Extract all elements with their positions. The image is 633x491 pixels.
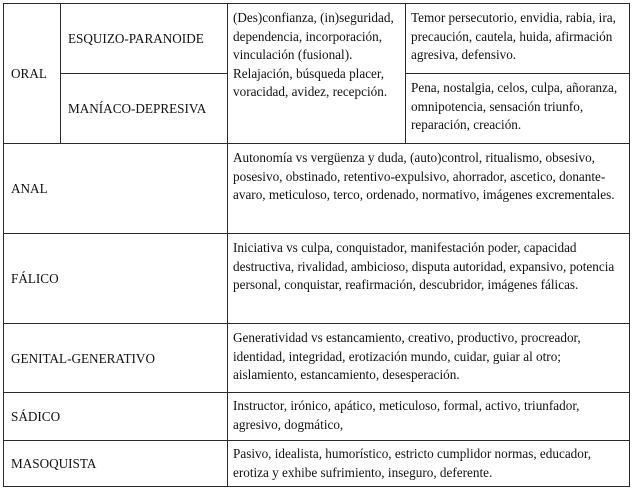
esquizo-description: Temor persecutorio, envidia, rabia, ira, precaución, cautela, huida, afirmación agresiva, defensivo. <box>406 4 630 74</box>
stage-masoquista: MASOQUISTA <box>4 441 228 487</box>
table-row <box>4 144 630 234</box>
table-row <box>4 441 630 487</box>
stage-falico: FÁLICO <box>4 234 228 324</box>
oral-middle-description <box>228 4 406 144</box>
substage-esquizo-paranoide: ESQUIZO-PARANOIDE <box>61 4 228 74</box>
oral-middle-text-2: Relajación, búsqueda placer, voracidad, avidez, recepción. <box>233 65 388 99</box>
genital-description: Generatividad vs estancamiento, creativo, productivo, procreador, identidad, integridad, erotización mundo, cuidar, guiar al otro; aislamiento, estancamiento, desesperación. <box>228 324 630 393</box>
table-row <box>4 234 630 324</box>
stages-table <box>3 3 630 487</box>
table-row <box>4 324 630 393</box>
stage-genital-generativo: GENITAL-GENERATIVO <box>4 324 228 393</box>
maniaco-description: Pena, nostalgia, celos, culpa, añoranza, omnipotencia, sensación triunfo, reparación, creación. <box>406 74 630 144</box>
stage-sadico: SÁDICO <box>4 393 228 441</box>
table-row <box>4 4 630 74</box>
masoquista-description: Pasivo, idealista, humorístico, estricto cumplidor normas, educador, erotiza y exhibe sufrimiento, inseguro, deferente. <box>228 441 630 487</box>
table-row <box>4 393 630 441</box>
anal-description: Autonomía vs vergüenza y duda, (auto)control, ritualismo, obsesivo, posesivo, obstinado, retentivo-expulsivo, ahorrador, ascetico, donante- avaro, meticuloso, terco, ordenado, normativo, imágenes excrementales. <box>228 144 630 234</box>
sadico-description: Instructor, irónico, apático, meticuloso, formal, activo, triunfador, agresivo, dogmático, <box>228 393 630 441</box>
stage-anal: ANAL <box>4 144 228 234</box>
falico-description: Iniciativa vs culpa, conquistador, manifestación poder, capacidad destructiva, rivalidad, ambicioso, disputa autoridad, expansivo, potencia personal, conquistar, reafirmación, descubridor, imágenes fálicas. <box>228 234 630 324</box>
oral-middle-text-1: (Des)confianza, (in)seguridad, dependencia, incorporación, vinculación (fusional). <box>233 10 394 62</box>
substage-maniaco-depresiva: MANÍACO-DEPRESIVA <box>61 74 228 144</box>
stage-oral: ORAL <box>4 4 61 144</box>
